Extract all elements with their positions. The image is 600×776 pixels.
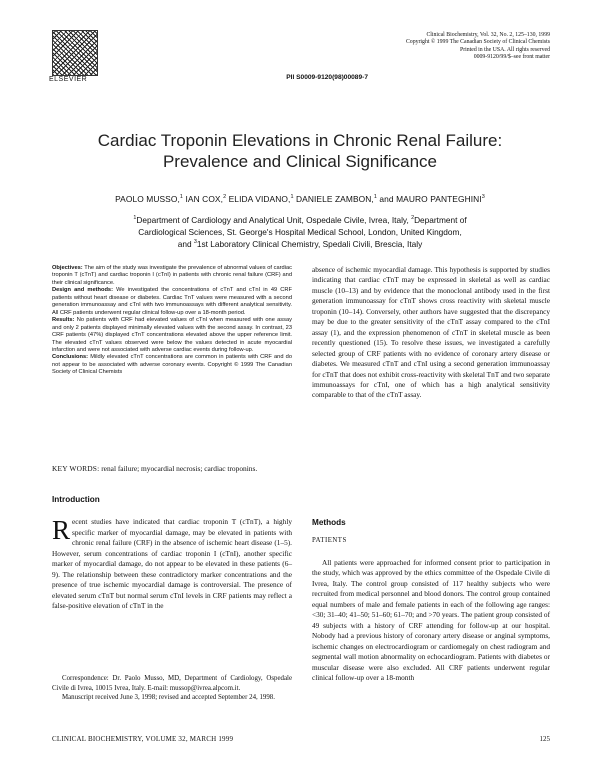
author-affiliation-mark: 1 [290,194,294,201]
methods-heading: Methods [312,518,346,527]
abstract-conclusions [52,354,292,376]
journal-citation: Clinical Biochemistry, Vol. 32, No. 2, 125–130, 1999 [426,32,550,38]
author: DANIELE ZAMBON, [296,194,374,204]
author-affiliation-mark: 3 [481,194,485,201]
publisher-name: ELSEVIER [49,76,88,83]
author: PAOLO MUSSO, [115,194,180,204]
patients-text: All patients were approached for informed consent prior to participation in the study, which was approved by the ethics committee of the Ospedale Civile di Ivrea, Italy. The control group consisted of 117 healthy subjects who were recruited from medical personnel and blood donors. The control group contained equal numbers of male and female patients in each of the following age ranges: <30; 31–40; 41–50; 51–60; 61–70; and >70 years. The patient group consisted of 49 subjects with a history of CRF attending for follow-up at our hospital. Nobody had a previous history of coronary artery disease or anginal symptoms, ischemic changes on electrocardiogram or cardiomegaly on chest radiogram and segmental wall motion abnormality on echocardiogram. Patients with diabetes or muscular disease were also excluded. All CRF patients underwent regular clinical follow-up over a 18-month [312,558,550,682]
abstract-text: No patients with CRF had elevated values of cTnI when measured with one assay and only 2 patients displayed minimally elevated values with the second assay. In contrast, 23 CRF patients (47%) displayed cTnT concentrations elevated above the upper reference limit. The elevated cTnT values observed were below the values detected in acute myocardial infarction and were not associated with adverse cardiac events during follow-up. [52,317,292,353]
journal-rights: Printed in the USA. All rights reserved [459,46,550,53]
affiliation-2: Department of [414,215,467,225]
title-line-2: Prevalence and Clinical Significance [162,152,438,171]
author: IAN COX, [185,194,224,204]
journal-issn: 0009-9120/99/$–see front matter [473,53,550,60]
patients-subheading: PATIENTS [312,537,347,544]
footnotes [52,674,292,703]
affiliation-mark: 2 [411,215,415,222]
author: MAURO PANTEGHINI [396,194,482,204]
affiliation-conjunction: and [177,238,194,249]
affiliation-3: 1st Laboratory Clinical Chemistry, Spedali Civili, Brescia, Italy [196,238,423,249]
introduction-heading: Introduction [52,495,100,504]
drop-cap: R [52,515,71,545]
abstract [52,265,292,377]
journal-header [280,32,550,61]
author: ELIDA VIDANO, [228,194,291,204]
author-separator: and [376,194,397,204]
introduction-body: ecent studies have indicated that cardiac troponin T (cTnT), a highly specific marker of myocardial damage, may be elevated in patients with chronic renal failure (CRF) in the absence of ischemic heart disease (1–5). However, serum concentrations of cardiac troponin I (cTnI), another specific marker of myocardial damage, do not appear to be elevated in these patients (6–9). The relationship between these contradictory marker concentrations and the presence of true ischemic myocardial damage is controversial. The presence of elevated serum cTnT but normal serum cTnI levels in CRF patients may reflect a false-positive elevation of cTnT in the [52,517,292,611]
abstract-design [52,287,292,317]
affiliations [70,215,530,250]
abstract-text: The aim of the study was investigate the prevalence of abnormal values of cardiac troponin T (cTnT) and cardiac troponin I (cTnI) in patients with chronic renal failure (CRF) and their clinical significance. [52,265,292,286]
author-affiliation-mark: 1 [179,194,184,201]
abstract-objectives [52,265,292,287]
affiliation-mark: 1 [133,215,137,222]
introduction-text [52,517,292,612]
keywords [52,464,292,474]
abstract-label: Results: [52,317,75,324]
journal-copyright: Copyright © 1999 The Canadian Society of Clinical Chemists [405,39,550,46]
abstract-text: We investigated the concentrations of cTnT and cTnI in 49 CRF patients without heart disease or diabetes. Cardiac TnT values were measured with a second generation immunoassay and cTnI with two immunoassays with different analytical sensitivity. All CRF patients underwent regular clinical follow-up over a 18-month period. [52,287,292,316]
footer-journal: CLINICAL BIOCHEMISTRY, VOLUME 32, MARCH 1999 [52,735,234,743]
title-line-1: Cardiac Troponin Elevations in Chronic Renal Failure: [97,131,503,150]
pii-identifier: PII S0009-9120(98)00089-7 [286,74,368,81]
publisher-logo [52,30,98,76]
author-affiliation-mark: 2 [223,194,227,201]
keywords-text: renal failure; myocardial necrosis; cardiac troponins. [99,464,258,473]
manuscript-dates: Manuscript received June 3, 1998; revised and accepted September 24, 1998. [62,694,275,702]
abstract-text: Mildly elevated cTnT concentrations are common in patients with CRF and do not appear to be associated with adverse coronary events. Copyright © 1999 The Canadian Society of Clinical Chemists [52,354,292,376]
affiliation-2-cont: Cardiological Sciences, St. George's Hospital Medical School, London, United Kingdom, [138,226,462,237]
page-number: 125 [539,735,550,743]
keywords-label: KEY WORDS: [52,464,100,473]
author-affiliation-mark: 1 [373,194,377,201]
author-list [40,194,560,204]
abstract-label: Design and methods: [52,287,113,294]
paper-title [40,130,560,172]
correspondence-note: Correspondence: Dr. Paolo Musso, MD, Department of Cardiology, Ospedale Civile di Ivrea, 10015 Ivrea, Italy. E-mail: mussop@ivrea.alpcom.it. [52,675,292,692]
affiliation-mark: 3 [193,238,197,245]
right-column-intro-continued: absence of ischemic myocardial damage. This hypothesis is supported by studies indicating that cardiac cTnT may be expressed in skeletal as well as cardiac muscle (10–13) and by evidence that the monoclonal antibody used in the first generation immunoassay for cTnT shows cross reactivity with skeletal muscle troponin (10–14). Conversely, other authors have suggested that the discrepancy may be due to the greater sensitivity of the cTnT assay compared to the cTnI assay (1), and the expression phenomenon of cTnT in skeletal muscle as been recently questioned (15). To resolve these issues, we investigated a carefully selected group of CRF patients with no evidence of coronary artery disease or diabetes. We measured cTnT and cTnI using a second generation immunoassay for cTnT that does not exhibit cross-reactivity with skeletal TnT and two separate immunoassays for cTnI, one of which has a high analytical sensitivity comparable to that of the cTnT assay. [312,265,550,400]
abstract-label: Objectives: [52,265,83,271]
abstract-results [52,317,292,354]
abstract-label: Conclusions: [52,354,89,361]
affiliation-1: Department of Cardiology and Analytical Unit, Ospedale Civile, Ivrea, Italy, [136,215,412,225]
